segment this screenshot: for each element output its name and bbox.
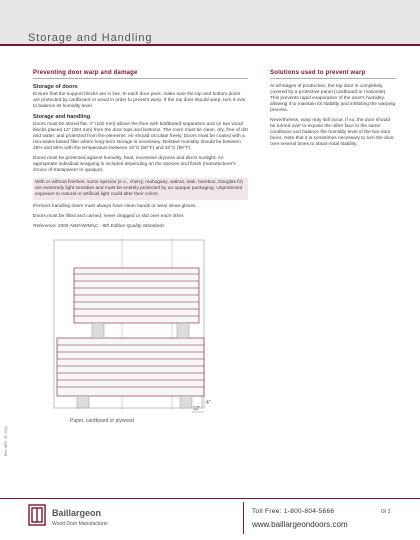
header-rule	[0, 44, 420, 46]
paragraph-protection: Doors must be protected against humidity, heat, excessive dryness and direct sunlight. An appropriate individual wrapping is included depending on the species and finish (manufacturer's choice of transparent or opaque).	[33, 156, 236, 173]
website-link[interactable]: www.baillargeondoors.com	[252, 520, 348, 529]
left-column	[33, 70, 248, 234]
paragraph-light-sensitive: With or without finishes, some species (e.x., cherry, mahogany, walnut, teak, bamboo, Douglas fir) are extremely light sensitive and must be entirely protected by an opaque packaging. Unprotected exposure to natural or artificial light could alter their colors.	[33, 178, 248, 200]
brand-name: Baillargeon	[52, 508, 102, 518]
offset-label: 12"	[193, 406, 201, 412]
diagram-caption: Paper, cardboard or plywood	[70, 418, 134, 424]
right-column	[270, 70, 396, 152]
revision-note: Rev. APR. 06, 2011	[4, 425, 8, 456]
page-title: Storage and Handling	[28, 32, 153, 44]
toll-free-number: Toll Free: 1-800-804-5666	[252, 508, 335, 515]
subheading-storage: Storage of doors	[33, 84, 78, 90]
upper-door-stack	[74, 268, 199, 323]
door-stack-diagram	[52, 238, 227, 416]
paragraph-handling: Doors must be stored flat, 4" (102 mm) above the floor with kraftboard separators and on two wood blocks placed 12" (304 mm) from the door tops and bottoms. The room must be clean, dry, free of dirt and water, and protected from the elements. Air should circulate freely. Doors must be coated with a non-water-based filler where long-term storage is necessary. Relative humidity should be between 25% and 55% with the temperature between 10°C (50°F) and 32°C (90°F).	[33, 122, 248, 151]
lower-door-stack	[57, 338, 204, 396]
paragraph-gloves: Persons handling doors must always have clean hands or wear clean gloves.	[33, 204, 197, 209]
section-title-solutions: Solutions used to prevent warp	[270, 70, 396, 79]
brand-tagline: Wood Door Manufacturer	[52, 521, 109, 527]
page-number: GI 3	[381, 509, 391, 515]
reference-note: Reference: 2005 AWI/AWMAC - 8th Edition Quality Standards	[33, 224, 165, 229]
subheading-handling: Storage and handling	[33, 114, 91, 120]
paragraph-turn-over: Nevertheless, warp may still occur. If so, the door should be turned over to expose the other face to the same conditions and balance the humidity level of the two door faces. Note that it is sometimes necessary to turn the door over several times to obtain total stability.	[270, 118, 394, 147]
paragraph-lifting: Doors must be lifted and carried, never dragged or slid over each other.	[33, 214, 185, 219]
paragraph-storage: Ensure that the support blocks are in line. In each door pack, make sure the top and bottom doors are protected by cardboard or wood in order to prevent warp. If the top door should warp, turn it over to balance its humidity level.	[33, 92, 246, 109]
footer-separator	[243, 502, 244, 534]
paragraph-protective-panel: At all stages of production, the top door is completely covered by a protective panel (cardboard or masonite). This prevents rapid evaporation of the door's humidity, allowing it to maintain its stability and inhibiting the warping process.	[270, 84, 396, 113]
height-label: 4"	[206, 400, 211, 406]
footer-rule	[0, 498, 420, 499]
section-title-warp: Preventing door warp and damage	[33, 70, 248, 79]
baillargeon-logo-icon	[28, 504, 46, 526]
